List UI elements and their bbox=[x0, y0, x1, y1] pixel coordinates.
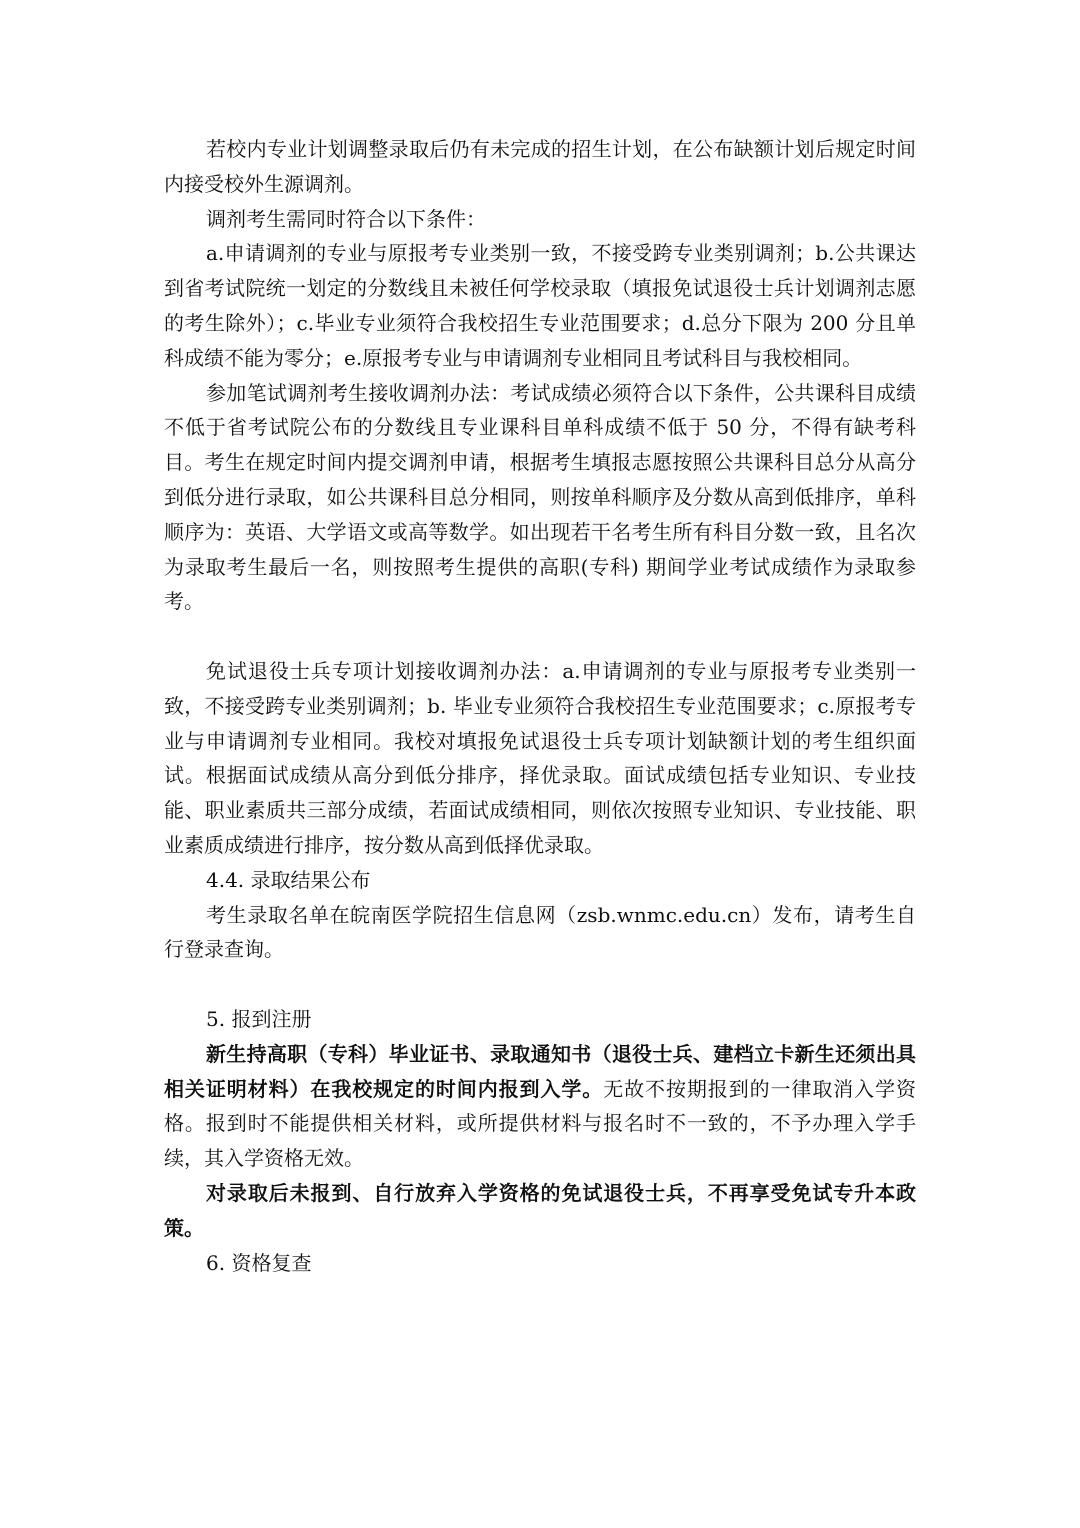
paragraph-veteran-policy-notice: 对录取后未报到、自行放弃入学资格的免试退役士兵，不再享受免试专升本政策。 bbox=[164, 1180, 916, 1240]
section-heading-5: 5. 报到注册 bbox=[206, 1006, 312, 1031]
registration-bold-text: 新生持高职（专科）毕业证书、录取通知书（退役士兵、建档立卡新生还须出具相关证明材料）在我校规定的时间内报到入学。 bbox=[164, 1041, 916, 1101]
paragraph-admission-results: 考生录取名单在皖南医学院招生信息网（zsb.wnmc.edu.cn）发布，请考生自行登录查询。 bbox=[164, 902, 916, 962]
paragraph-adjustment-conditions-title: 调剂考生需同时符合以下条件： bbox=[206, 206, 486, 231]
spacer bbox=[164, 619, 916, 654]
paragraph-adjustment-conditions: a.申请调剂的专业与原报考专业类别一致，不接受跨专业类别调剂；b.公共课达到省考试院统一划定的分数线且未被任何学校录取（填报免试退役士兵计划调剂志愿的考生除外）；c.毕业专业须符合我校招生专业范围要求；d.总分下限为 200 分且单科成绩不能为零分；e.原报考专业与申请调剂专业相同且考试科目与我校相同。 bbox=[164, 241, 916, 370]
section-heading-4-4: 4.4. 录取结果公布 bbox=[206, 867, 371, 892]
document-page bbox=[164, 132, 916, 1280]
paragraph-written-exam-adjustment: 参加笔试调剂考生接收调剂办法：考试成绩必须符合以下条件，公共课科目成绩不低于省考试院公布的分数线且专业课科目单科成绩不低于 50 分，不得有缺考科目。考生在规定时间内提交调剂申请，根据考生填报志愿按照公共课科目总分从高分到低分进行录取，如公共课科目总分相同，则按单科顺序及分数从高到低排序，单科顺序为：英语、大学语文或高等数学。如出现若干名考生所有科目分数一致，且名次为录取考生最后一名，则按照考生提供的高职(专科) 期间学业考试成绩作为录取参考。 bbox=[164, 380, 916, 614]
paragraph-veteran-adjustment: 免试退役士兵专项计划接收调剂办法：a.申请调剂的专业与原报考专业类别一致，不接受跨专业类别调剂；b. 毕业专业须符合我校招生专业范围要求；c.原报考专业与申请调剂专业相同。我校对填报免试退役士兵专项计划缺额计划的考生组织面试。根据面试成绩从高分到低分排序，择优录取。面试成绩包括专业知识、专业技能、职业素质共三部分成绩，若面试成绩相同，则依次按照专业知识、专业技能、职业素质成绩进行排序，按分数从高到低择优录取。 bbox=[164, 658, 916, 857]
paragraph-remaining-plan: 若校内专业计划调整录取后仍有未完成的招生计划，在公布缺额计划后规定时间内接受校外生源调剂。 bbox=[164, 137, 916, 196]
section-heading-6: 6. 资格复查 bbox=[206, 1250, 312, 1275]
registration-normal-text: 无故不按期报到的一律取消入学资格。报到时不能提供相关材料，或所提供材料与报名时不一致的，不予办理入学手续，其入学资格无效。 bbox=[164, 1076, 917, 1171]
spacer bbox=[164, 967, 916, 1002]
paragraph-registration bbox=[164, 1037, 916, 1176]
